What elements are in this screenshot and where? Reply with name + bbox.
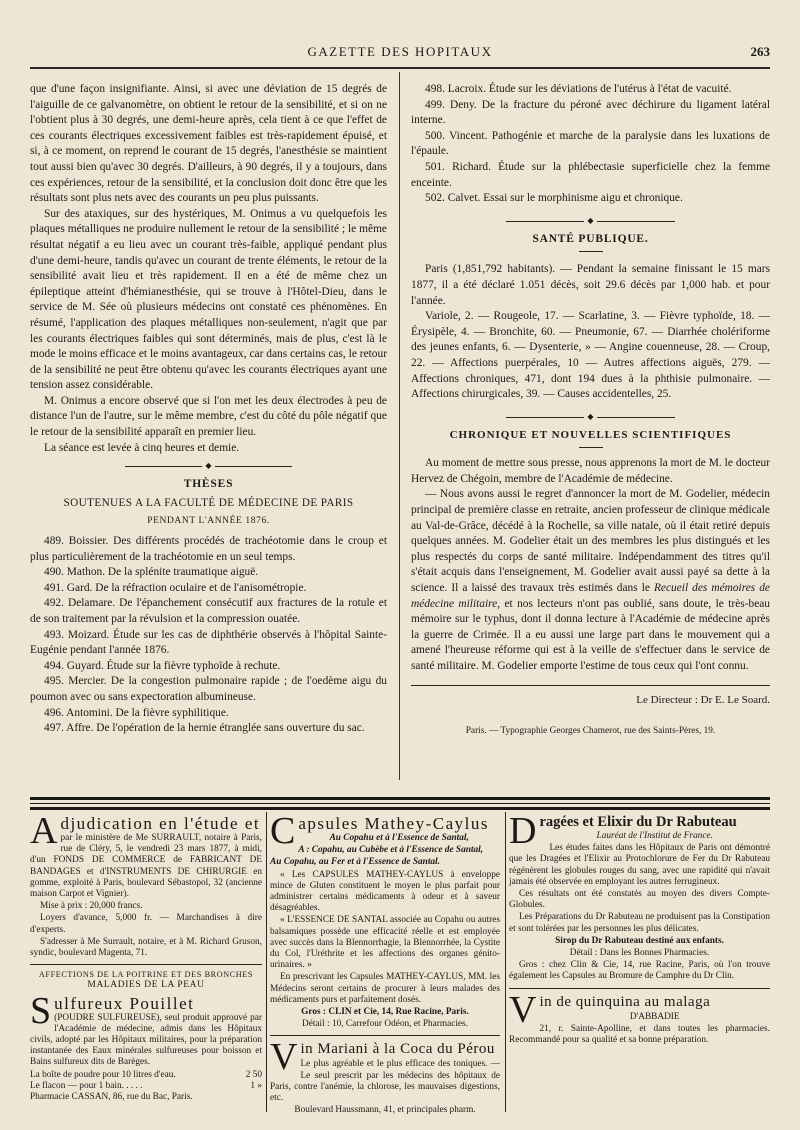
paragraph: La séance est levée à cinq heures et demie.: [44, 441, 240, 454]
ad-separator: [30, 964, 262, 965]
thesis-item: 496. Antomini. De la fièvre syphilitique.: [44, 706, 229, 719]
price-row: [30, 1081, 262, 1092]
ad-text: « L'ESSENCE DE SANTAL associée au Copahu ou autres balsamiques possède une efficacité réelle et est employée avec succès dans la Blennorrhagie, la Blennorrhée, la Cystite du Col, l'Uréthrite et les affections des organes génito-urinaires. »: [270, 915, 500, 971]
recueil-title: Recueil des mémoires de médecine militaire: [411, 582, 770, 610]
paragraph: que d'une façon insignifiante. Ainsi, si avec une déviation de 15 degrés de l'aiguille de ce galvanomètre, on obtient le retour de la sensibilité, et si on ne l'obtient plus à 30 degrés, une demi-heure après, cela tient à ce que l'effet de ces courants électriques excessivement faibles est très-rapidement épuisé, et si, à ce moment, on reprend le courant de 15 degrés, l'anesthésie se maintient tout aussi bien qu'avec 30 degrés. D'ailleurs, à 90 degrés, il y a toujours, dans ces expériences, retour de la sensibilité, et la conclusion doit donc être que les résultats sont plus nets avec des courants un peu plus puissants.: [30, 83, 387, 205]
theses-period: PENDANT L'ANNÉE 1876.: [147, 516, 270, 527]
ad-kicker: MALADIES DE LA PEAU: [87, 980, 205, 991]
price-label: La boîte de poudre pour 10 litres d'eau.: [30, 1069, 176, 1080]
footer-rule: [30, 807, 770, 810]
paragraph: [411, 487, 770, 674]
ad-column-2: [270, 810, 500, 1117]
ad-brand: D'ABBADIE: [629, 1011, 680, 1022]
column-divider: [399, 72, 400, 780]
right-column: [411, 82, 770, 740]
drop-cap: V: [509, 988, 537, 1031]
thesis-item: 494. Guyard. Étude sur la fièvre typhoïde à rechute.: [44, 659, 281, 672]
ad-text: Ces résultats ont été constatés au moyen des divers Compte-Globules.: [509, 889, 770, 911]
ad-text: 21, r. Sainte-Apolline, et dans toutes les pharmacies. Recommandé pour sa qualité et sa bonne préparation.: [509, 1023, 770, 1046]
capsules-ad: [270, 810, 500, 1030]
ad-text: « Les CAPSULES MATHEY-CAYLUS à enveloppe mince de Gluten constituent le moyen le plus parfait pour administrer certains médicaments à odeur et à saveur désagréables.: [270, 869, 500, 914]
ad-headline: apsules Mathey-Caylus: [298, 814, 489, 833]
ad-subline-text: Au Copahu et à l'Essence de Santal,: [329, 833, 469, 843]
ad-address: Gros : CLIN et Cie, 14, Rue Racine, Paris.: [301, 1007, 469, 1018]
short-rule: [579, 251, 603, 252]
drop-cap: S: [30, 989, 52, 1032]
theses-title: THÈSES: [183, 478, 234, 491]
thesis-item: 492. Delamare. De l'épanchement consécutif aux fractures de la rotule et de son traitement par la révulsion et la compression ouatée.: [30, 597, 387, 625]
paragraph: M. Onimus a encore observé que si l'on met les deux électrodes à peu de distance l'un de l'autre, sur le même membre, c'est du côté du pôle négatif que le retour de la sensibilité apparaît en premier lieu.: [30, 394, 387, 439]
ad-text: En prescrivant les Capsules MATHEY-CAYLUS, MM. les Médecins seront certains de procurer à leurs malades des médicaments purs et parfaitement dosés.: [270, 972, 500, 1005]
ad-text: Loyers d'avance, 5,000 fr. — Marchandises à dire d'experts.: [30, 913, 262, 935]
ad-text: Les études faites dans les Hôpitaux de Paris ont démontré que les Dragées et l'Elixir au Protochlorure de Fer du Dr Rabuteau régénèrent les globules rouges du sang, avec une rapidité qui n'avait jamais été observée en employant les autres ferrugineux.: [509, 843, 770, 887]
ad-headline: ulfureux Pouillet: [54, 993, 195, 1013]
left-column: [30, 82, 387, 737]
drop-cap: D: [509, 810, 537, 852]
sante-title: SANTÉ PUBLIQUE.: [532, 232, 649, 245]
footer-rule: [30, 803, 770, 804]
ad-address: Boulevard Haussmann, 41, et principales pharm.: [294, 1105, 476, 1116]
price-value: 2 50: [245, 1069, 262, 1080]
thesis-item: 502. Calvet. Essai sur le morphinisme aigu et chronique.: [425, 192, 683, 205]
ad-text: Détail : Dans les Bonnes Pharmacies.: [569, 948, 710, 959]
thesis-item: 490. Mathon. De la splénite traumatique aiguë.: [44, 566, 259, 579]
paragraph: Sur des ataxiques, sur des hystériques, M. Onimus a vu quelquefois les plaques métalliques ne produire nullement le retour de la sensibilité ; le même résultat négatif a eu lieu avec un courant très-faible, appliqué pendant plus d'une demi-heure, tandis qu'avec un courant de trente éléments, le retour de la sensibilité avait lieu et très rapidement. Il en a été de même chez un épileptique atteint d'hémianesthésie, qui se trouve à l'Hôtel-Dieu, dans le service de M. Sée où plusieurs médecins ont constaté ces phénomènes. En résumé, l'application des plaques métalliques non-seulement, n'agit que par les courants électriques faibles qui sont déterminés, mais de plus, c'est là le mode le moins efficace et le moins avantageux, car dans certains cas, le retour de la sensibilité ne peut être obtenu qu'avec les courants électriques ayant une tension assez considérable.: [30, 207, 387, 392]
ad-text: Les Préparations du Dr Rabuteau ne produisent pas la Constipation et sont tolérées par les personnes les plus délicates.: [509, 912, 770, 934]
ad-separator: [270, 1035, 500, 1036]
ad-subline-text: A : Copahu, au Cubèbe et à l'Essence de Santal,: [298, 845, 484, 856]
thesis-item: 498. Lacroix. Étude sur les déviations de l'utérus à l'état de vacuité.: [425, 83, 732, 95]
thesis-item: 491. Gard. De la réfraction oculaire et de l'anisométropie.: [44, 581, 307, 594]
theses-subtitle: SOUTENUES A LA FACULTÉ DE MÉDECINE DE PARIS: [63, 496, 354, 509]
director-line: Le Directeur : Dr E. Le Soard.: [636, 693, 770, 706]
thesis-item: 501. Richard. Étude sur la phlébectasie superficielle chez la femme enceinte.: [411, 160, 770, 189]
imprint-line: Paris. — Typographie Georges Chamerot, rue des Saints-Pères, 19.: [465, 726, 716, 737]
price-value: 1 »: [250, 1080, 262, 1091]
running-head: [30, 44, 770, 66]
paragraph: Variole, 2. — Rougeole, 17. — Scarlatine, 3. — Fièvre typhoïde, 18. — Érysipèle, 4. — Bronchite, 60. — Pneumonie, 67. — Diarrhée cholériforme des jeunes enfants, 6. — Dysenterie, » — Angine couenneuse, 28. — Croup, 22. — Affections puerpérales, 10 — Autres affections aiguës, 279. — Affections chroniques, 471, dont 194 dues à la phthisie pulmonaire. — Affections chirurgicales, 39. — Causes accidentelles, 25.: [411, 310, 770, 401]
ad-text: Le plus agréable et le plus efficace des toniques. — Le seul prescrit par les médecins des hôpitaux de Paris, contre l'anémie, la chlorose, les mauvaises digestions, etc.: [270, 1059, 500, 1104]
header-rule: [30, 67, 770, 69]
ad-text: Sirop du Dr Rabuteau destiné aux enfants.: [555, 935, 724, 946]
ad-headline: djudication en l'étude et: [60, 814, 261, 833]
thesis-item: 495. Mercier. De la congestion pulmonaire rapide ; de l'oedème aigu du poumon avec ou sans expectoration albumineuse.: [30, 675, 387, 703]
thesis-item: 499. Deny. De la fracture du péroné avec déchirure du ligament latéral interne.: [411, 98, 770, 127]
chronique-title: CHRONIQUE ET NOUVELLES SCIENTIFIQUES: [449, 428, 732, 441]
ad-column-3: [509, 810, 770, 1047]
ad-column-1: [30, 810, 262, 1104]
ornament-divider: ◆: [30, 462, 387, 470]
thesis-item: 489. Boissier. Des différents procédés de trachéotomie dans le croup et plus particulièrement de la trachéotomie en un seul temps.: [30, 535, 387, 563]
page-header-title: GAZETTE DES HOPITAUX: [307, 44, 493, 59]
ad-text: (POUDRE SULFUREUSE), seul produit approuvé par l'Académie de médecine, admis dans les Hôpitaux civils, adopté par les Hôpitaux militaires, pour la préparation instantanée des Eaux minérales sulfureuses pour boisson et Bains sulfureux dits de Barèges.: [30, 1012, 262, 1068]
ornament-divider: ◆: [411, 217, 770, 225]
ad-address: Pharmacie CASSAN, 86, rue du Bac, Paris.: [30, 1092, 193, 1103]
ad-divider: [266, 812, 267, 1112]
ad-divider: [505, 812, 506, 1112]
paragraph: Paris (1,851,792 habitants). — Pendant la semaine finissant le 15 mars 1877, il a été déclaré 1.051 décès, soit 29.6 décès par 1,000 hab. et pour l'année.: [411, 263, 770, 307]
ad-subline-text: Au Copahu, au Fer et à l'Essence de Santal.: [270, 857, 440, 868]
price-row: [30, 1070, 262, 1081]
rabuteau-ad: [509, 810, 770, 983]
ad-address: Détail : 10, Carrefour Odéon, et Pharmacies.: [302, 1019, 468, 1030]
sulfureux-ad: [30, 969, 262, 1103]
ad-price: Mise à prix : 20,000 francs.: [40, 901, 143, 912]
ornament-divider: ◆: [411, 413, 770, 421]
ad-headline: in Mariani à la Coca du Pérou: [300, 1041, 495, 1058]
drop-cap: A: [30, 810, 58, 852]
ad-subline: [270, 845, 500, 856]
thesis-item: 497. Affre. De l'opération de la hernie étranglée sans ouverture du sac.: [44, 722, 365, 735]
ad-address: Gros : chez Clin & Cie, 14, rue Racine, Paris, où l'on trouve également les Capsules au Bromure de Camphre du Dr Clin.: [509, 960, 770, 982]
drop-cap: V: [270, 1036, 298, 1079]
mariani-ad: [270, 1036, 500, 1116]
page-number: 263: [750, 44, 770, 59]
ad-text: par le ministère de Me SURRAULT, notaire à Paris, rue de Cléry, 5, le vendredi 23 mars 1877, à midi, d'un FONDS DE COMMERCE de FABRICANT DE BANDAGES et d'INSTRUMENTS DE CHIRURGIE en gomme, exploité à Paris, boulevard Sébastopol, 32 (ancienne maison Carpot et Vignier).: [30, 833, 262, 900]
ad-subline: [270, 833, 500, 844]
drop-cap: C: [270, 810, 296, 852]
chronique-text: , et nos lecteurs n'ont pas oublié, sans doute, le très-beau mémoire sur le typhus, dont il donna lecture à l'Académie de médecine après la guerre de Crimée. Il a eu aussi une large part dans le mouvement qui a amené l'heureuse réforme qui est à la veille de s'effectuer dans le service de santé militaire. M. Godelier emporte l'estime de tous ceux qui l'ont connu.: [411, 597, 770, 672]
quinquina-ad: [509, 988, 770, 1047]
ad-headline: ragées et Elixir du Dr Rabuteau: [539, 814, 737, 830]
director-rule: [411, 685, 770, 686]
ad-kicker: AFFECTIONS DE LA POITRINE ET DES BRONCHES: [38, 970, 254, 980]
thesis-item: 500. Vincent. Pathogénie et marche de la paralysie dans les luxations de l'épaule.: [411, 129, 770, 158]
ad-headline: in de quinquina au malaga: [539, 993, 711, 1010]
footer-rule: [30, 797, 770, 800]
price-label: Le flacon — pour 1 bain. . . . .: [30, 1080, 143, 1091]
paragraph: Au moment de mettre sous presse, nous apprenons la mort de M. le docteur Hervez de Chégoin, membre de l'Académie de médecine.: [411, 457, 770, 485]
thesis-item: 493. Moizard. Étude sur les cas de diphthérie observés à l'hôpital Sainte-Eugénie pendant l'année 1876.: [30, 628, 387, 657]
ad-subline: [270, 857, 500, 868]
ad-contact: S'adresser à Me Surrault, notaire, et à M. Richard Gruson, syndic, boulevard Magenta, 71.: [30, 936, 262, 959]
short-rule: [579, 447, 603, 448]
ad-laureat: [509, 831, 770, 842]
ad-laureat-text: Lauréat de l'Institut de France.: [596, 831, 713, 841]
adjudication-ad: [30, 810, 262, 959]
chronique-text: — Nous avons aussi le regret d'annoncer la mort de M. Godelier, médecin principal de première classe en retraite, ancien professeur de clinique médicale au Val-de-Grâce, décédé à la Rochelle, sa ville natale, où il était retiré depuis quelques années. M. Godelier était un des membres les plus distingués et les plus respectés du corps de santé militaire. Indépendamment des titres qu'il s'était acquis dans l'enseignement, M. Godelier avait aussi payé sa dette à la science. Il a laissé des travaux très estimés dans le: [411, 488, 770, 595]
ad-separator: [509, 988, 770, 989]
